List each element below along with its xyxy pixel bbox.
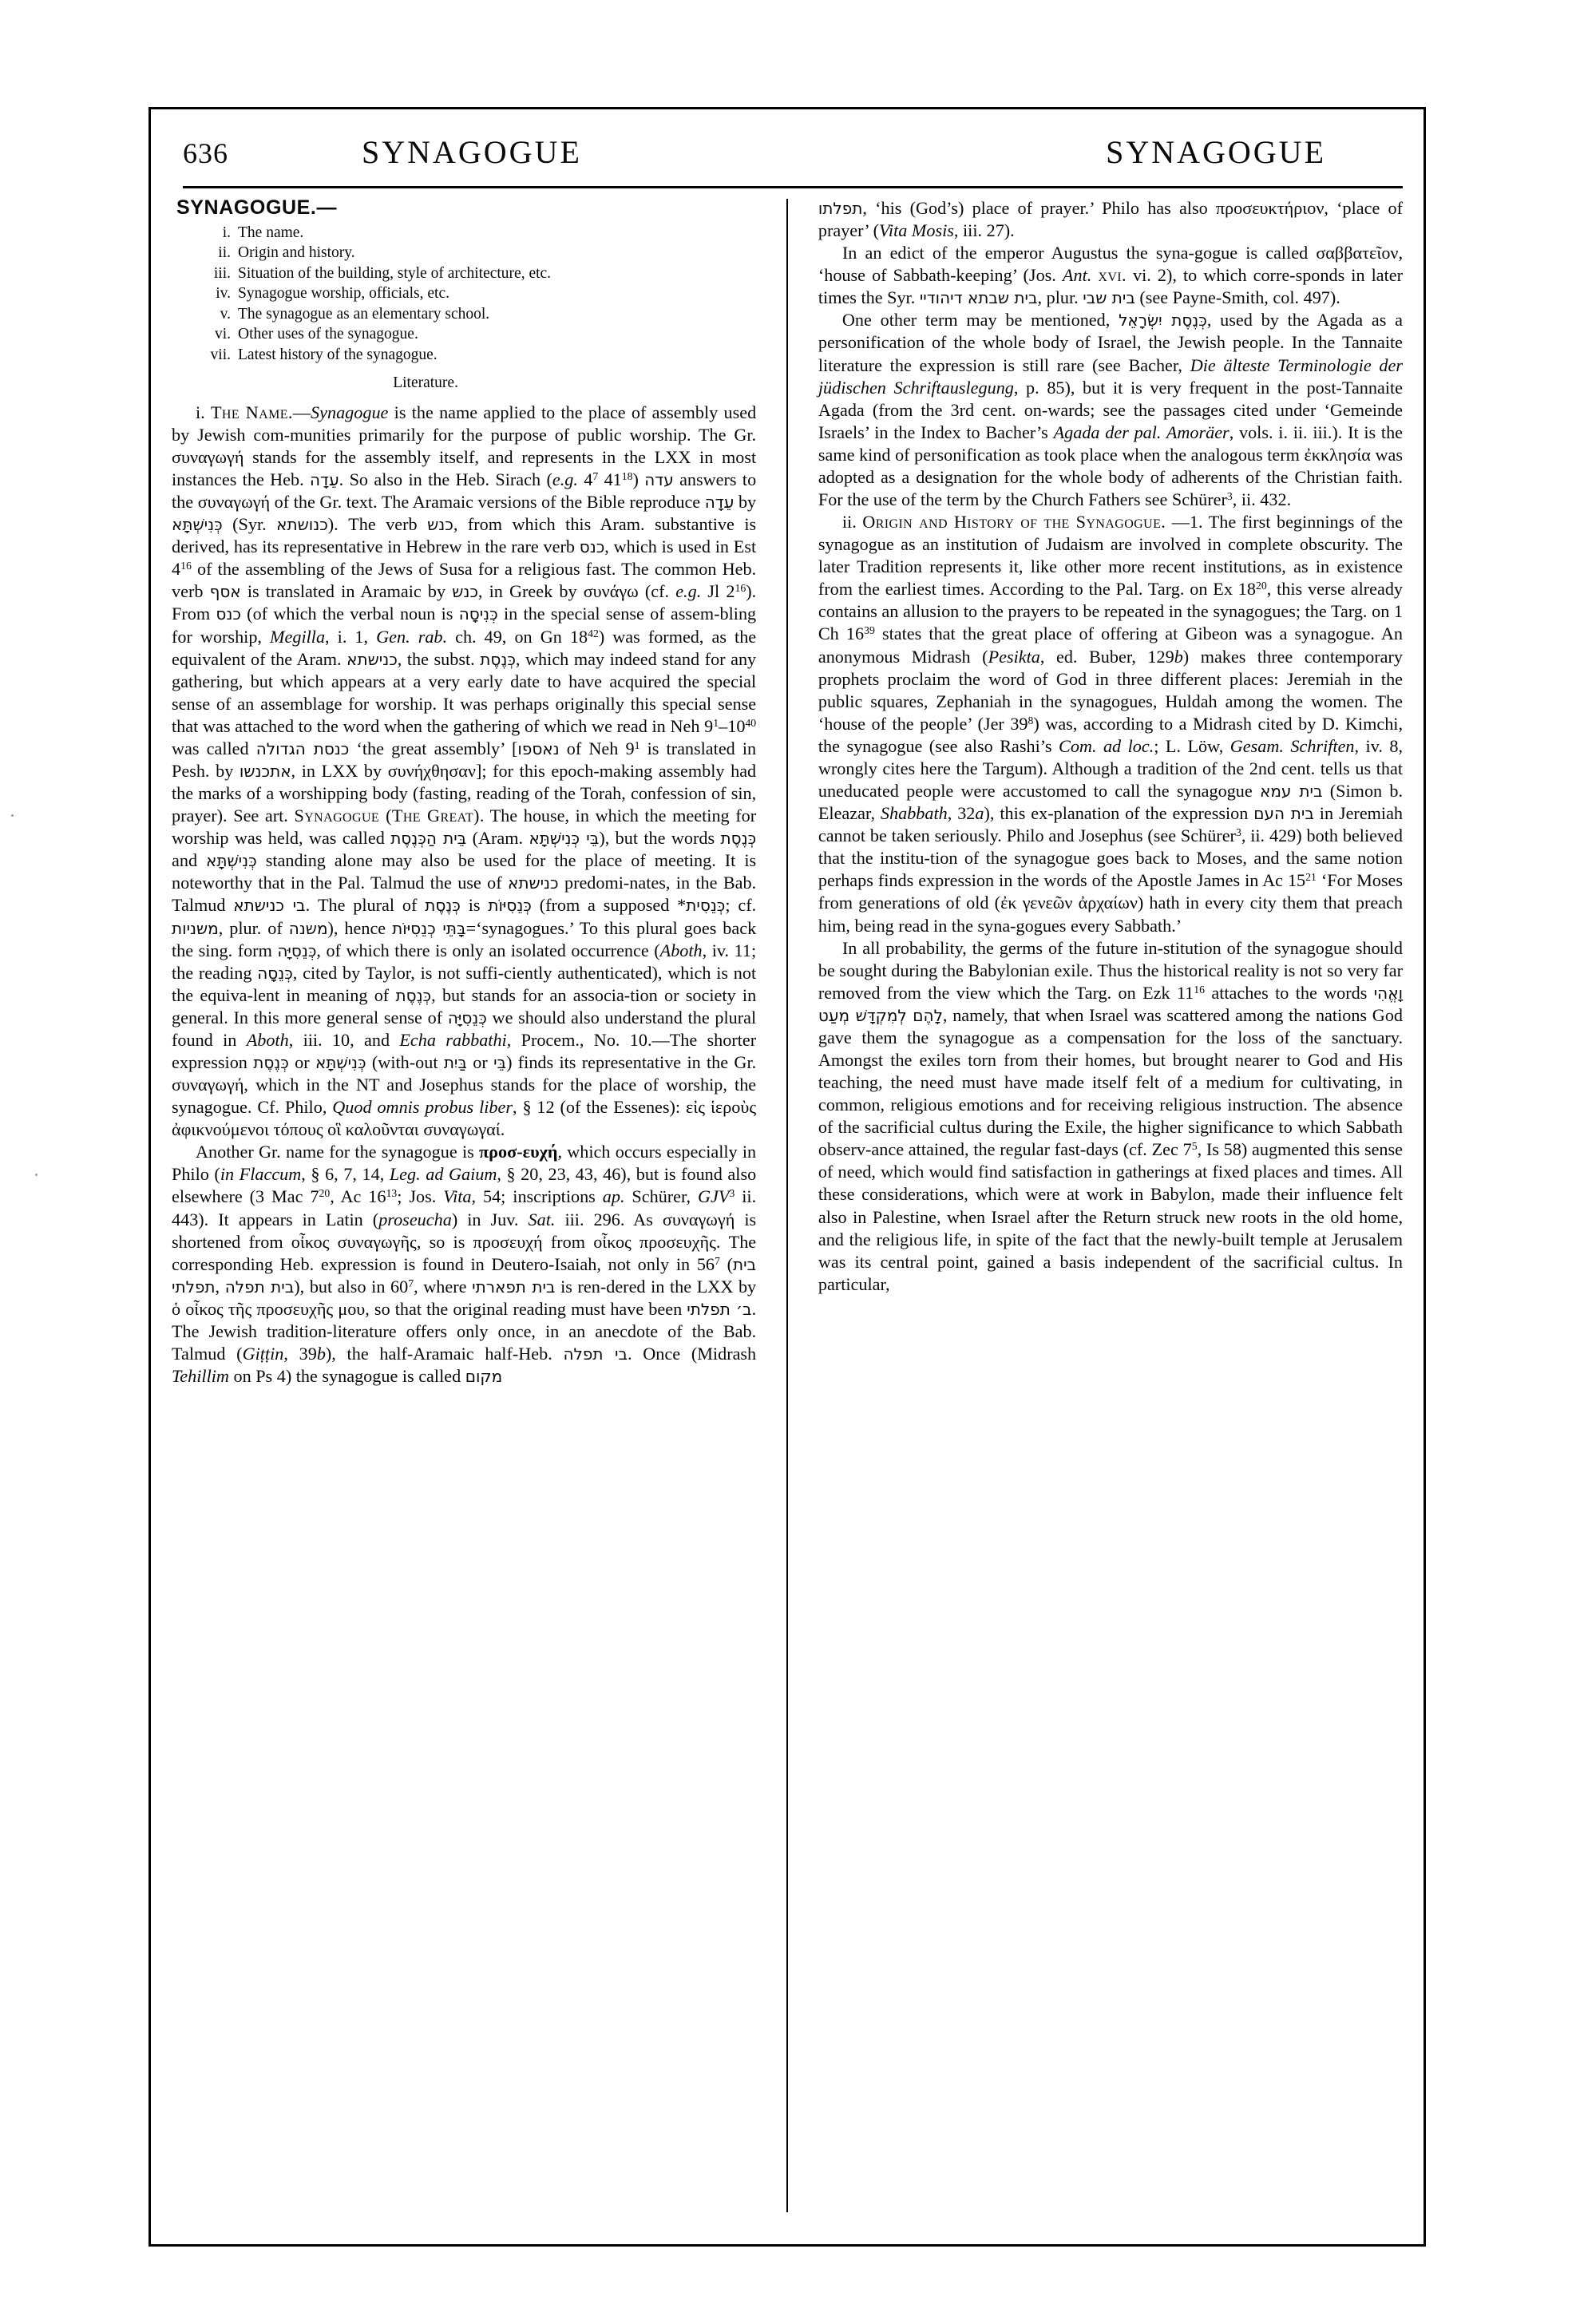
- page-frame: [148, 107, 1426, 2247]
- running-head-right: SYNAGOGUE: [1106, 134, 1326, 170]
- toc-item-number: vii.: [210, 346, 231, 363]
- column-divider: [756, 197, 818, 2235]
- entry-title: SYNAGOGUE.—: [176, 196, 338, 219]
- toc-item-label: Other uses of the synagogue.: [238, 326, 418, 343]
- right-col-paragraph-1: תפלתו, ‘his (God’s) place of prayer.’ Philo has also προσευκτήριον, ‘place of prayer’ (Vita Mosis, iii. 27).: [818, 198, 1404, 241]
- toc-item: [172, 223, 756, 243]
- toc-item-number: iii.: [213, 264, 231, 282]
- toc-item-number: vi.: [214, 326, 231, 343]
- table-of-contents: [172, 223, 756, 366]
- toc-item-number: i.: [222, 224, 231, 241]
- toc-item: [172, 243, 756, 263]
- running-head-left: SYNAGOGUE: [362, 134, 582, 170]
- column-rule: [786, 199, 788, 2212]
- page-content-area: [172, 124, 1403, 2235]
- toc-item: [172, 345, 756, 366]
- scan-speckle: [11, 814, 14, 817]
- page-number: 636: [183, 137, 228, 169]
- left-col-paragraph-2: Another Gr. name for the synagogue is προσ-ευχή, which occurs especially in Philo (in Flaccum, § 6, 7, 14, Leg. ad Gaium, § 20, 23, 43, 46), but is found also elsewhere (3 Mac $7^{20}$, Ac $16^{13}$; Jos. Vita, 54; inscriptions ap. Schürer, GJV$^3$ ii. 443). It appears in Latin (proseucha) in Juv. Sat. iii. 296. As συναγωγή is shortened from οἶκος συναγωγῆς, so is προσευχή from οἶκος προσευχῆς. The corresponding Heb. expression is found in Deutero-Isaiah, not only in $56^7$ (בית תפלתי, בית תפלה), but also in $60^7$, where בית תפארתי is ren-dered in the LXX by ὁ οἶκος τῆς προσευχῆς μου, so that the original reading must have been ב׳ תפלתי. The Jewish tradition-literature offers only once, in an anecdote of the Bab. Talmud (Giṭṭin, 39b), the half-Aramaic half-Heb. בי תפלה. Once (Midrash Tehillim on Ps 4) the synagogue is called מקום: [172, 1142, 757, 1387]
- left-column: [172, 197, 756, 2235]
- toc-item-label: Latest history of the synagogue.: [238, 346, 438, 363]
- toc-item-label: Synagogue worship, officials, etc.: [238, 285, 450, 303]
- toc-item-label: The name.: [238, 224, 304, 241]
- two-column-layout: [172, 197, 1403, 2235]
- toc-item-label: The synagogue as an elementary school.: [238, 305, 490, 323]
- right-col-paragraph-3: One other term may be mentioned, כְּנֶסֶת יִשְׂרָאֵל, used by the Agada as a personification of the whole body of Israel, the Jewish people. In the Tannaite literature the expression is still rare (see Bacher, Die älteste Terminologie der jüdischen Schriftauslegung, p. 85), but it is very frequent in the post-Tannaite Agada (from the 3rd cent. on-wards; see the passages cited under ‘Gemeinde Israels’ in the Index to Bacher’s Agada der pal. Amoräer, vols. i. ii. iii.). It is the same kind of personification as took place when the analogous term ἐκκλησία was adopted as a designation for the whole body of adherents of the Christian faith. For the use of the term by the Church Fathers see Schürer$^3$, ii. 432.: [818, 310, 1404, 510]
- toc-item: [172, 263, 756, 284]
- left-col-paragraph-1: i. The Name.—Synagogue is the name applied to the place of assembly used by Jewish com-munities primarily for the purpose of public worship. The Gr. συναγωγή stands for the assembly itself, and represents in the LXX in most instances the Heb. עֵדָה. So also in the Heb. Sirach (e.g. $4^7$ $41^{18}$) עדה answers to the συναγωγή of the Gr. text. The Aramaic versions of the Bible reproduce עֵדָה by כְּנִישְׁתָּא (Syr. כנושתא). The verb כנש, from which this Aram. substantive is derived, has its representative in Hebrew in the rare verb כנס, which is used in Est $4^{16}$ of the assembling of the Jews of Susa for a religious fast. The common Heb. verb אסף is translated in Aramaic by כנש, in Greek by συνάγω (cf. e.g. Jl $2^{16}$). From כנס (of which the verbal noun is כְּנִיסָה in the special sense of assem-bling for worship, Megilla, i. 1, Gen. rab. ch. 49, on Gn $18^{42}$) was formed, as the equivalent of the Aram. כנישתא, the subst. כְּנֶסֶת, which may indeed stand for any gathering, but which appears at a very early date to have acquired the special sense of an assemblage for worship. It was perhaps originally this special sense that was attached to the word when the gathering of which we read in Neh $9^1-10^{40}$ was called כנסת הגדולה ‘the great assembly’ [נאספו of Neh $9^1$ is translated in Pesh. by אתכנשו, in LXX by συνήχθησαν]; for this epoch-making assembly had the marks of a worshipping body (fasting, reading of the Torah, confession of sin, prayer). See art. Synagogue (The Great). The house, in which the meeting for worship was held, was called בֵּית הַכְּנֶסֶת (Aram. בֵּי כְּנִישְׁתָּא), but the words כְּנֶסֶת and כְּנִישְׁתָּא standing alone may also be used for the place of meeting. It is noteworthy that in the Pal. Talmud the use of כנישתא predomi-nates, in the Bab. Talmud בי כנישתא. The plural of כְּנֶסֶת is כְּנֵסִיּוֹת (from a supposed *כְּנֵסִית; cf. משניות, plur. of משנה), hence בָּתֵּי כְנֵסִיּוֹת=‘synagogues.’ To this plural goes back the sing. form כְּנֵסִיָּה, of which there is only an isolated occurrence (Aboth, iv. 11; the reading כְּנֵסָה, cited by Taylor, is not suffi-ciently authenticated), which is not the equiva-lent in meaning of כְּנֶסֶת, but stands for an associa-tion or society in general. In this more general sense of כְּנֵסִיָּה we should also understand the plural found in Aboth, iii. 10, and Echa rabbathi, Procem., No. 10.—The shorter expression כְּנֶסֶת or כְּנִישְׁתָּא (with-out בַּיִת or בֵּי) finds its representative in the Gr. συναγωγή, which in the NT and Josephus stands for the place of worship, the synagogue. Cf. Philo, Quod omnis probus liber, § 12 (of the Essenes): εἰς ἱεροὺς ἀφικνούμενοι τόπους οἳ καλοῦνται συναγωγαί.: [172, 402, 757, 1140]
- right-column: [818, 197, 1403, 2235]
- running-head: [172, 133, 1403, 191]
- right-col-paragraph-2: In an edict of the emperor Augustus the syna-gogue is called σαββατεῖον, ‘house of Sabbath-keeping’ (Jos. Ant. xvi. vi. 2), to which corre-sponds in later times the Syr. בית שבתא דיהודיי, plur. בית שבי (see Payne-Smith, col. 497).: [818, 243, 1404, 308]
- header-rule: [183, 186, 1403, 188]
- right-col-paragraph-4: ii. Origin and History of the Synagogue. —1. The first beginnings of the synagogue as an institution of Judaism are involved in complete obscurity. The later Tradition represents it, like other more recent institutions, as in existence from the earliest times. According to the Pal. Targ. on Ex $18^{20}$, this verse already contains an allusion to the prayers to be repeated in the synagogues; the Targ. on 1 Ch $16^{39}$ states that the great place of offering at Gibeon was a synagogue. An anonymous Midrash (Pesikta, ed. Buber, 129b) makes three contemporary prophets proclaim the word of God in three different places: Jeremiah in the public squares, Zephaniah in the synagogues, Huldah among the women. The ‘house of the people’ (Jer $39^8$) was, according to a Midrash cited by D. Kimchi, the synagogue (see also Rashi’s Com. ad loc.; L. Löw, Gesam. Schriften, iv. 8, wrongly cites here the Targum). Although a tradition of the 2nd cent. tells us that uneducated people were accustomed to call the synagogue בית עמא (Simon b. Eleazar, Shabbath, 32a), this ex-planation of the expression בית העם in Jeremiah cannot be taken seriously. Philo and Josephus (see Schürer$^3$, ii. 429) both believed that the institu-tion of the synagogue goes back to Moses, and the same notion perhaps finds expression in the words of the Apostle James in Ac $15^{21}$ ‘For Moses from generations of old (ἐκ γενεῶν ἀρχαίων) hath in every city them that preach him, being read in the syna-gogues every Sabbath.’: [818, 512, 1404, 936]
- toc-item-number: ii.: [218, 244, 231, 262]
- scan-speckle: [35, 1174, 38, 1176]
- toc-item-number: iv.: [216, 285, 231, 303]
- toc-item-label: Origin and history.: [238, 244, 355, 262]
- toc-item: [172, 304, 756, 325]
- right-col-paragraph-5: In all probability, the germs of the future in-stitution of the synagogue should be sought during the Babylonian exile. Thus the historical reality is not so very far removed from the view which the Targ. on Ezk $11^{16}$ attaches to the words וָאֱהִי לָהֶם לְמִקְדָּשׁ מְעַט, namely, that when Israel was scattered among the nations God gave them the synagogue as a compensation for the loss of the sanctuary. Amongst the exiles torn from their homes, but brought nearer to God and His teaching, the need must have made itself felt of a medium for cultivating, in common, religious emotions and for receiving religious instruction. The absence of the sacrificial cultus during the Exile, the higher significance to which Sabbath observ-ance attained, the regular fast-days (cf. Zec $7^5$, Is 58) augmented this sense of need, which would find satisfaction in gatherings at fixed places and times. All these considerations, which were at work in Babylon, made their influence felt also in Palestine, when Israel after the Return struck new roots in the old home, and the religious life, in spite of the fact that the newly-built temple at Jerusalem was its central point, gained a basis independent of the sacrificial cultus. In particular,: [818, 937, 1404, 1294]
- toc-item: [172, 324, 756, 345]
- toc-item-number: v.: [220, 305, 231, 323]
- toc-item-label: Situation of the building, style of architecture, etc.: [238, 264, 552, 282]
- toc-item: [172, 283, 756, 304]
- toc-literature-label: Literature.: [393, 374, 458, 392]
